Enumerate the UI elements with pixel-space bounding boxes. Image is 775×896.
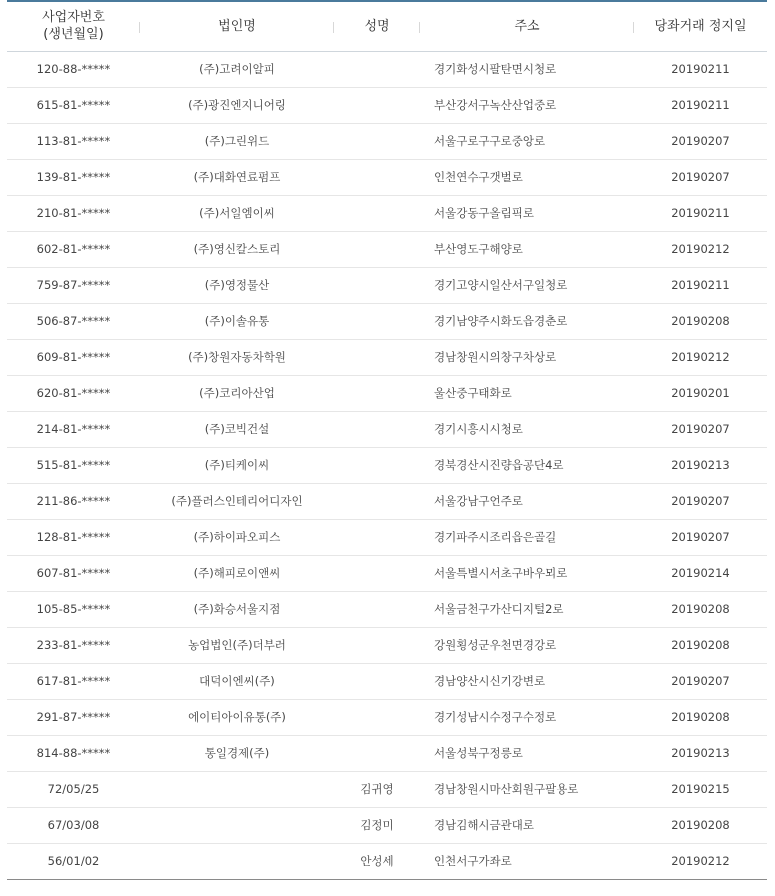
cell-corp: 대덕이엔씨(주): [140, 663, 334, 699]
cell-name: [334, 267, 420, 303]
table-row: [7, 447, 767, 483]
table-row: [7, 339, 767, 375]
table-row: [7, 267, 767, 303]
header-name: [334, 1, 420, 51]
table-body: [7, 51, 767, 879]
cell-bizno: 617-81-*****: [7, 663, 140, 699]
cell-bizno: 210-81-*****: [7, 195, 140, 231]
cell-date: 20190207: [634, 519, 767, 555]
table-row: [7, 591, 767, 627]
cell-addr: 부산강서구녹산산업중로: [420, 87, 634, 123]
header-bizno: [7, 1, 140, 51]
header-addr: [420, 1, 634, 51]
cell-corp: (주)창원자동차학원: [140, 339, 334, 375]
cell-date: 20190208: [634, 591, 767, 627]
table-row: [7, 771, 767, 807]
cell-name: [334, 339, 420, 375]
table-row: [7, 555, 767, 591]
header-corp-label: 법인명: [218, 18, 256, 34]
cell-date: 20190212: [634, 231, 767, 267]
table-row: [7, 663, 767, 699]
cell-bizno: 214-81-*****: [7, 411, 140, 447]
cell-bizno: 759-87-*****: [7, 267, 140, 303]
cell-name: [334, 447, 420, 483]
cell-date: 20190208: [634, 303, 767, 339]
cell-name: [334, 375, 420, 411]
header-date: [634, 1, 767, 51]
cell-addr: 서울금천구가산디지털2로: [420, 591, 634, 627]
cell-addr: 서울특별시서초구바우뫼로: [420, 555, 634, 591]
cell-date: 20190211: [634, 51, 767, 87]
table-row: [7, 411, 767, 447]
cell-date: 20190211: [634, 267, 767, 303]
cell-name: [334, 699, 420, 735]
table-row: [7, 51, 767, 87]
cell-corp: 에이티아이유통(주): [140, 699, 334, 735]
cell-name: [334, 483, 420, 519]
cell-name: [334, 51, 420, 87]
cell-addr: 경기성남시수정구수정로: [420, 699, 634, 735]
cell-corp: (주)고려이알피: [140, 51, 334, 87]
cell-name: [334, 303, 420, 339]
cell-corp: (주)하이파오피스: [140, 519, 334, 555]
cell-corp: (주)플러스인테리어디자인: [140, 483, 334, 519]
cell-corp: (주)영신칼스토리: [140, 231, 334, 267]
cell-addr: 경남창원시마산회원구팔용로: [420, 771, 634, 807]
cell-corp: 농업법인(주)더부러: [140, 627, 334, 663]
table-row: [7, 483, 767, 519]
cell-addr: 강원횡성군우천면경강로: [420, 627, 634, 663]
suspension-table-container: [7, 0, 767, 880]
cell-date: 20190208: [634, 699, 767, 735]
cell-date: 20190207: [634, 123, 767, 159]
cell-date: 20190213: [634, 735, 767, 771]
header-addr-label: 주소: [514, 18, 540, 34]
cell-bizno: 67/03/08: [7, 807, 140, 843]
cell-date: 20190201: [634, 375, 767, 411]
cell-name: [334, 591, 420, 627]
cell-bizno: 72/05/25: [7, 771, 140, 807]
cell-bizno: 139-81-*****: [7, 159, 140, 195]
cell-corp: (주)코빅건설: [140, 411, 334, 447]
cell-date: 20190213: [634, 447, 767, 483]
table-row: [7, 375, 767, 411]
cell-addr: 경기화성시팔탄면시청로: [420, 51, 634, 87]
cell-corp: (주)영정물산: [140, 267, 334, 303]
cell-name: [334, 627, 420, 663]
cell-addr: 경기남양주시화도읍경춘로: [420, 303, 634, 339]
cell-date: 20190211: [634, 87, 767, 123]
cell-addr: 서울성북구정릉로: [420, 735, 634, 771]
cell-corp: (주)광진엔지니어링: [140, 87, 334, 123]
cell-addr: 경남김해시금관대로: [420, 807, 634, 843]
cell-date: 20190212: [634, 339, 767, 375]
cell-corp: (주)코리아산업: [140, 375, 334, 411]
table-row: [7, 159, 767, 195]
cell-addr: 인천서구가좌로: [420, 843, 634, 879]
cell-name: [334, 231, 420, 267]
header-corp: [140, 1, 334, 51]
header-date-label: 당좌거래 정지일: [654, 18, 747, 34]
cell-bizno: 615-81-*****: [7, 87, 140, 123]
cell-corp: (주)화승서울지점: [140, 591, 334, 627]
cell-bizno: 515-81-*****: [7, 447, 140, 483]
table-row: [7, 699, 767, 735]
table-row: [7, 123, 767, 159]
cell-name: [334, 411, 420, 447]
cell-bizno: 113-81-*****: [7, 123, 140, 159]
table-row: [7, 735, 767, 771]
header-bizno-label: 사업자번호 (생년월일): [42, 10, 105, 43]
cell-date: 20190207: [634, 483, 767, 519]
cell-name: 김정미: [334, 807, 420, 843]
cell-corp: (주)해피로이앤씨: [140, 555, 334, 591]
cell-corp: [140, 771, 334, 807]
cell-bizno: 233-81-*****: [7, 627, 140, 663]
table-row: [7, 627, 767, 663]
cell-name: [334, 195, 420, 231]
cell-corp: (주)서일엠이씨: [140, 195, 334, 231]
cell-date: 20190207: [634, 159, 767, 195]
cell-bizno: 620-81-*****: [7, 375, 140, 411]
table-row: [7, 195, 767, 231]
cell-bizno: 607-81-*****: [7, 555, 140, 591]
cell-corp: [140, 843, 334, 879]
cell-corp: 통일경제(주): [140, 735, 334, 771]
cell-addr: 울산중구태화로: [420, 375, 634, 411]
cell-name: [334, 159, 420, 195]
cell-corp: (주)그린위드: [140, 123, 334, 159]
cell-addr: 서울강동구올림픽로: [420, 195, 634, 231]
cell-addr: 경기파주시조리읍은골길: [420, 519, 634, 555]
header-name-label: 성명: [364, 18, 390, 34]
cell-addr: 서울구로구구로중앙로: [420, 123, 634, 159]
cell-bizno: 609-81-*****: [7, 339, 140, 375]
header-row: [7, 1, 767, 51]
cell-bizno: 506-87-*****: [7, 303, 140, 339]
cell-corp: (주)티케이씨: [140, 447, 334, 483]
cell-date: 20190207: [634, 663, 767, 699]
cell-bizno: 56/01/02: [7, 843, 140, 879]
cell-bizno: 120-88-*****: [7, 51, 140, 87]
table-row: [7, 807, 767, 843]
cell-addr: 경기고양시일산서구일청로: [420, 267, 634, 303]
cell-bizno: 291-87-*****: [7, 699, 140, 735]
cell-addr: 경남양산시신기강변로: [420, 663, 634, 699]
cell-name: [334, 555, 420, 591]
cell-name: 김귀영: [334, 771, 420, 807]
cell-bizno: 211-86-*****: [7, 483, 140, 519]
cell-bizno: 105-85-*****: [7, 591, 140, 627]
cell-corp: [140, 807, 334, 843]
cell-name: [334, 123, 420, 159]
cell-addr: 인천연수구갯벌로: [420, 159, 634, 195]
table-header: [7, 1, 767, 51]
cell-date: 20190215: [634, 771, 767, 807]
cell-date: 20190208: [634, 807, 767, 843]
cell-date: 20190212: [634, 843, 767, 879]
cell-name: [334, 735, 420, 771]
cell-addr: 경남창원시의창구차상로: [420, 339, 634, 375]
cell-corp: (주)이솔유통: [140, 303, 334, 339]
table-row: [7, 303, 767, 339]
cell-date: 20190207: [634, 411, 767, 447]
cell-addr: 경기시흥시시청로: [420, 411, 634, 447]
cell-name: [334, 87, 420, 123]
cell-name: 안성세: [334, 843, 420, 879]
cell-date: 20190214: [634, 555, 767, 591]
cell-bizno: 128-81-*****: [7, 519, 140, 555]
cell-name: [334, 663, 420, 699]
cell-bizno: 814-88-*****: [7, 735, 140, 771]
table-row: [7, 843, 767, 879]
cell-addr: 경북경산시진량읍공단4로: [420, 447, 634, 483]
cell-name: [334, 519, 420, 555]
cell-addr: 부산영도구해양로: [420, 231, 634, 267]
table-row: [7, 231, 767, 267]
cell-date: 20190211: [634, 195, 767, 231]
table-row: [7, 519, 767, 555]
cell-bizno: 602-81-*****: [7, 231, 140, 267]
suspension-table: [7, 0, 767, 880]
cell-corp: (주)대화연료펌프: [140, 159, 334, 195]
cell-addr: 서울강남구언주로: [420, 483, 634, 519]
cell-date: 20190208: [634, 627, 767, 663]
table-row: [7, 87, 767, 123]
